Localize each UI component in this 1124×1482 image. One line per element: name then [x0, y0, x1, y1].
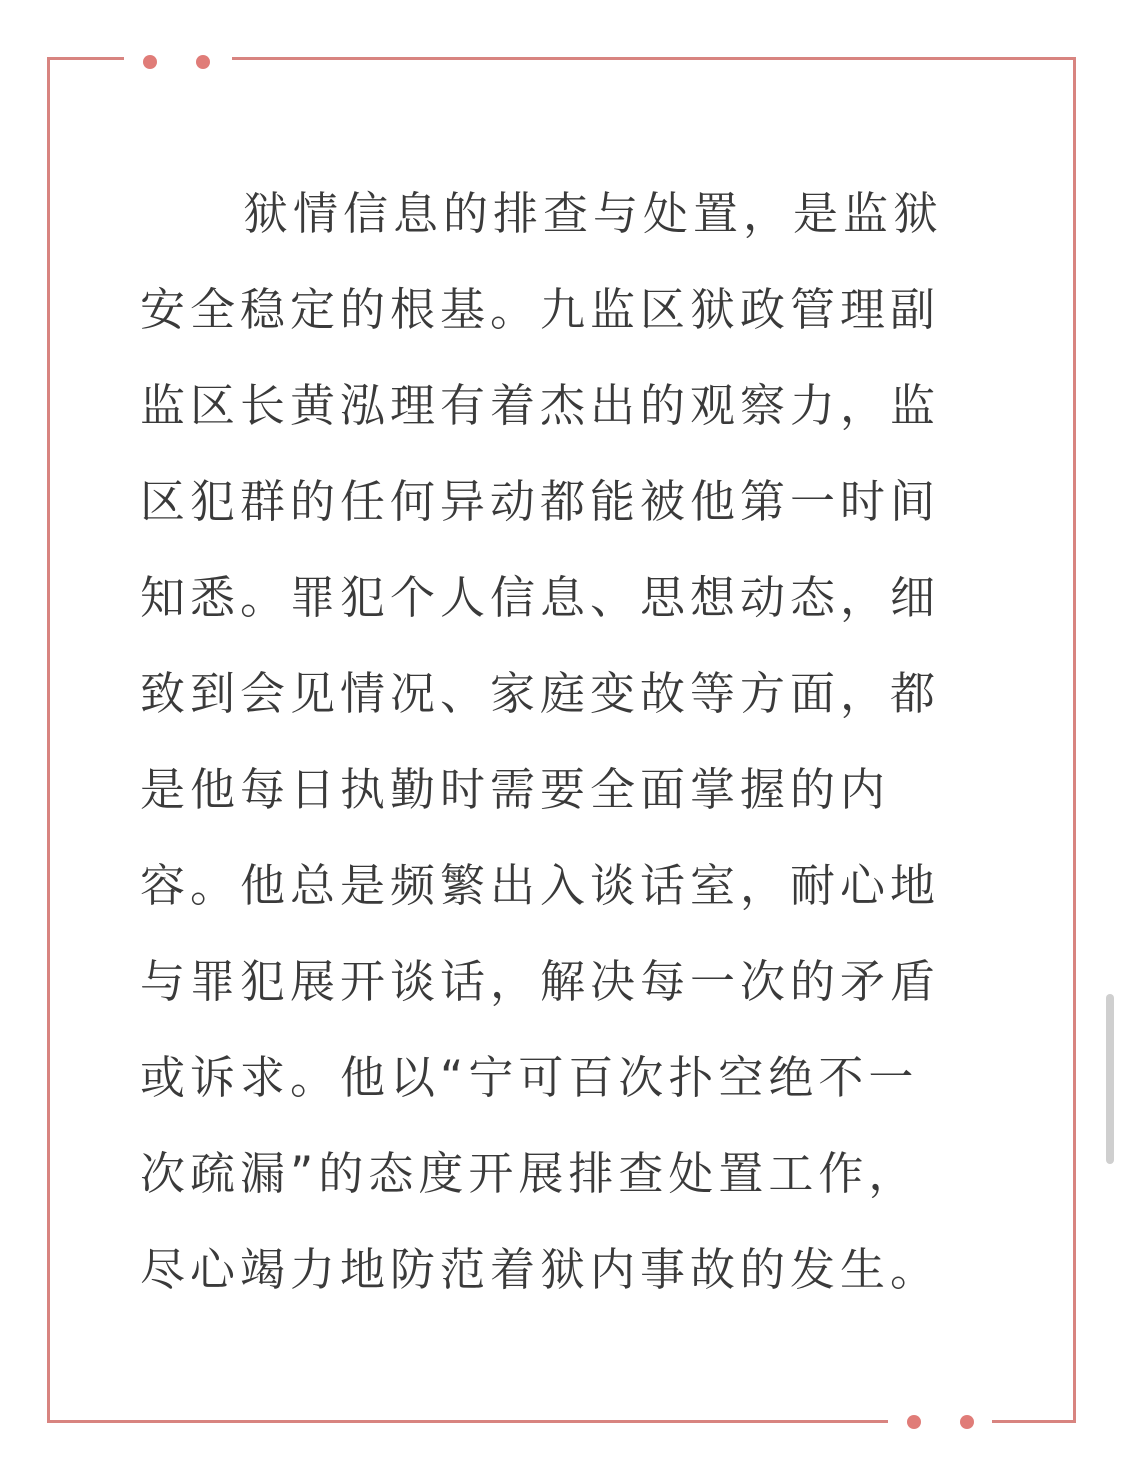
text-line: 狱情信息的排查与处置，是监狱	[243, 187, 944, 240]
text-line: 尽心竭力地防范着狱内事故的发生。	[140, 1243, 941, 1296]
frame-dot-bottom-right-1	[907, 1415, 921, 1429]
frame-dot-top-left-2	[196, 55, 210, 69]
frame-gap-bottom	[888, 1415, 992, 1429]
text-line: 容。他总是频繁出入谈话室，耐心地	[140, 859, 941, 912]
text-line: 或诉求。他以“宁可百次扑空绝不一	[140, 1051, 919, 1104]
text-line: 是他每日执勤时需要全面掌握的内	[140, 763, 891, 816]
frame-dot-bottom-right-2	[960, 1415, 974, 1429]
text-line: 知悉。罪犯个人信息、思想动态，细	[140, 571, 941, 624]
frame-gap-top	[124, 52, 232, 66]
article-paragraph	[140, 166, 982, 1318]
text-line: 安全稳定的根基。九监区狱政管理副	[140, 283, 941, 336]
text-line: 区犯群的任何异动都能被他第一时间	[140, 475, 941, 528]
text-line: 次疏漏”的态度开展排查处置工作，	[140, 1147, 919, 1200]
text-line: 与罪犯展开谈话，解决每一次的矛盾	[140, 955, 941, 1008]
frame-dot-top-left-1	[143, 55, 157, 69]
vertical-scrollbar[interactable]	[1106, 994, 1114, 1164]
text-line: 监区长黄泓理有着杰出的观察力，监	[140, 379, 941, 432]
text-line: 致到会见情况、家庭变故等方面，都	[140, 667, 941, 720]
